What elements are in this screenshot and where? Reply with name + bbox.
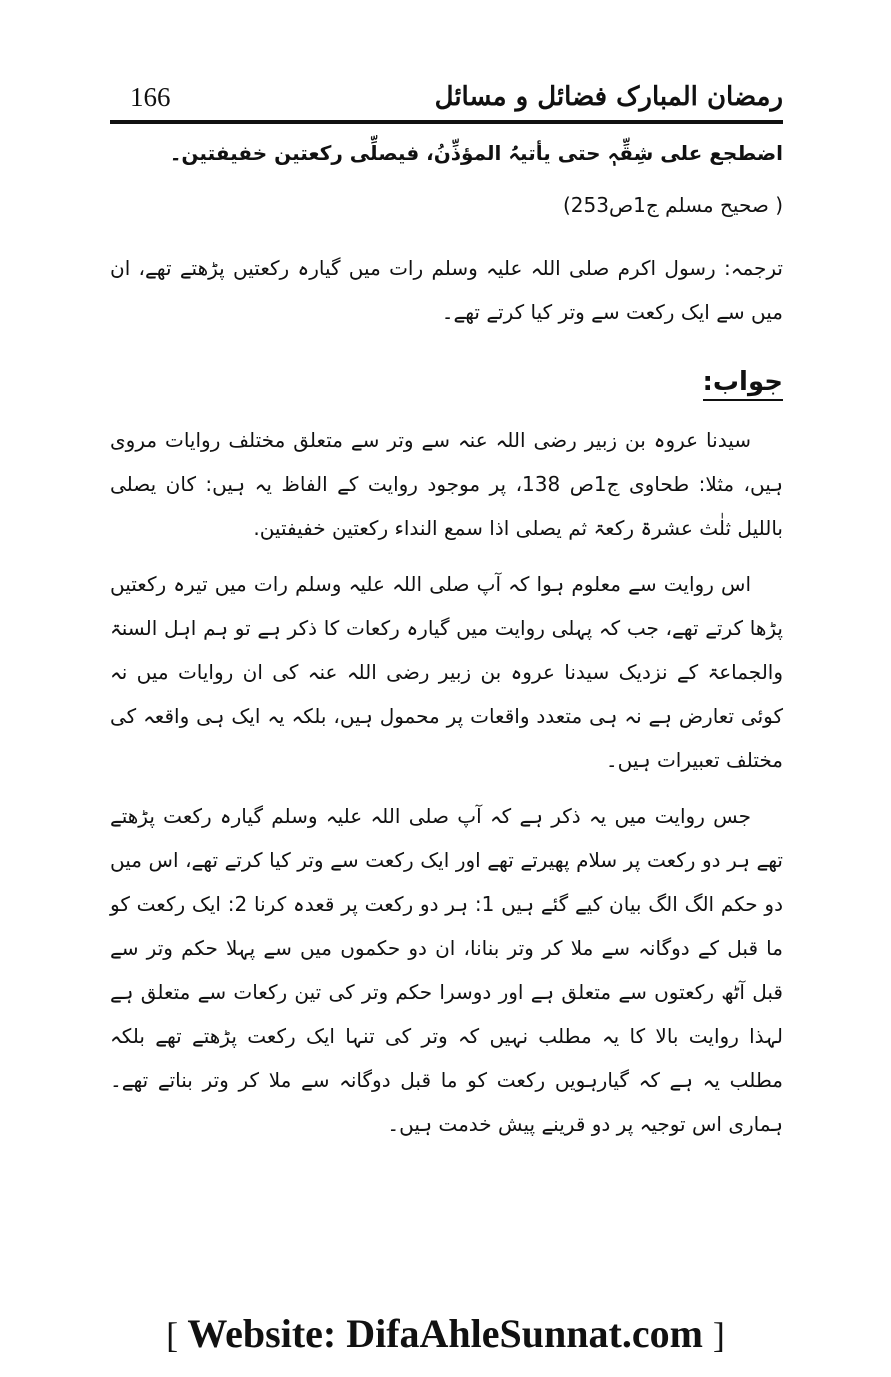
translation-paragraph: ترجمہ: رسول اکرم صلی اللہ علیہ وسلم رات میں گیارہ رکعتیں پڑھتے تھے، ان میں سے ایک رکعت سے وتر کیا کرتے تھے۔ (110, 256, 783, 324)
website-footer (108, 1310, 783, 1366)
page-header (110, 76, 783, 118)
source-reference: ( صحیح مسلم ج1ص253) (562, 193, 783, 217)
page-number: 166 (130, 82, 171, 112)
header-rule (110, 120, 783, 124)
paragraph: جس روایت میں یہ ذکر ہے کہ آپ صلی اللہ علیہ وسلم گیارہ رکعت پڑھتے تھے ہر دو رکعت پر سلام پھیرتے تھے اور ایک رکعت سے وتر کیا کرتے تھے، اس میں دو حکم الگ الگ بیان کیے گئے ہیں 1: ہر دو رکعت پر قعدہ کرنا 2: ایک رکعت کو ما قبل کے دوگانہ سے ملا کر وتر بنانا، ان دو حکموں میں سے پہلا حکم وتر سے قبل آٹھ رکعتوں سے متعلق ہے اور دوسرا حکم وتر کی تین رکعات سے متعلق ہے لہذا روایت بالا کا یہ مطلب نہیں کہ وتر کی تنہا ایک رکعت پڑھتے تھے بلکہ مطلب یہ ہے کہ گیارہویں رکعت کو ما قبل دوگانہ سے ملا کر وتر بناتے تھے۔ ہماری اس توجیہ پر دو قرینے پیش خدمت ہیں۔ (110, 804, 783, 1136)
footer-open-bracket: [ (166, 1315, 179, 1355)
paragraph: سیدنا عروہ بن زبیر رضی اللہ عنہ سے وتر سے متعلق مختلف روایات مروی ہیں، مثلا: طحاوی ج1ص 138، پر موجود روایت کے الفاظ یہ ہیں: کان یصلی باللیل ثلٰث عشرۃ رکعۃ ثم یصلی اذا سمع النداء رکعتین خفیفتین. (110, 428, 783, 540)
footer-close-bracket: ] (712, 1315, 725, 1355)
running-title: رمضان المبارک فضائل و مسائل (434, 82, 783, 112)
website-link[interactable]: Website: DifaAhleSunnat.com (187, 1311, 703, 1356)
paragraph: اس روایت سے معلوم ہوا کہ آپ صلی اللہ علیہ وسلم رات میں تیرہ رکعتیں پڑھا کرتے تھے، جب کہ پہلی روایت میں گیارہ رکعات کا ذکر ہے تو ہم اہل السنۃ والجماعۃ کے نزدیک سیدنا عروہ بن زبیر رضی اللہ عنہ کی ان روایات میں نہ کوئی تعارض ہے نہ ہی متعدد واقعات پر محمول ہیں، بلکہ یہ ایک ہی واقعہ کی مختلف تعبیرات ہیں۔ (110, 572, 783, 772)
answer-heading-text: جواب: (703, 367, 783, 401)
answer-heading (110, 362, 783, 402)
arabic-hadith-line: اضطجع علی شِقِّہٖ حتی یأتیہُ المؤذِّنُ، فیصلِّی رکعتین خفیفتین۔ (169, 141, 783, 165)
answer-body (110, 418, 783, 1158)
